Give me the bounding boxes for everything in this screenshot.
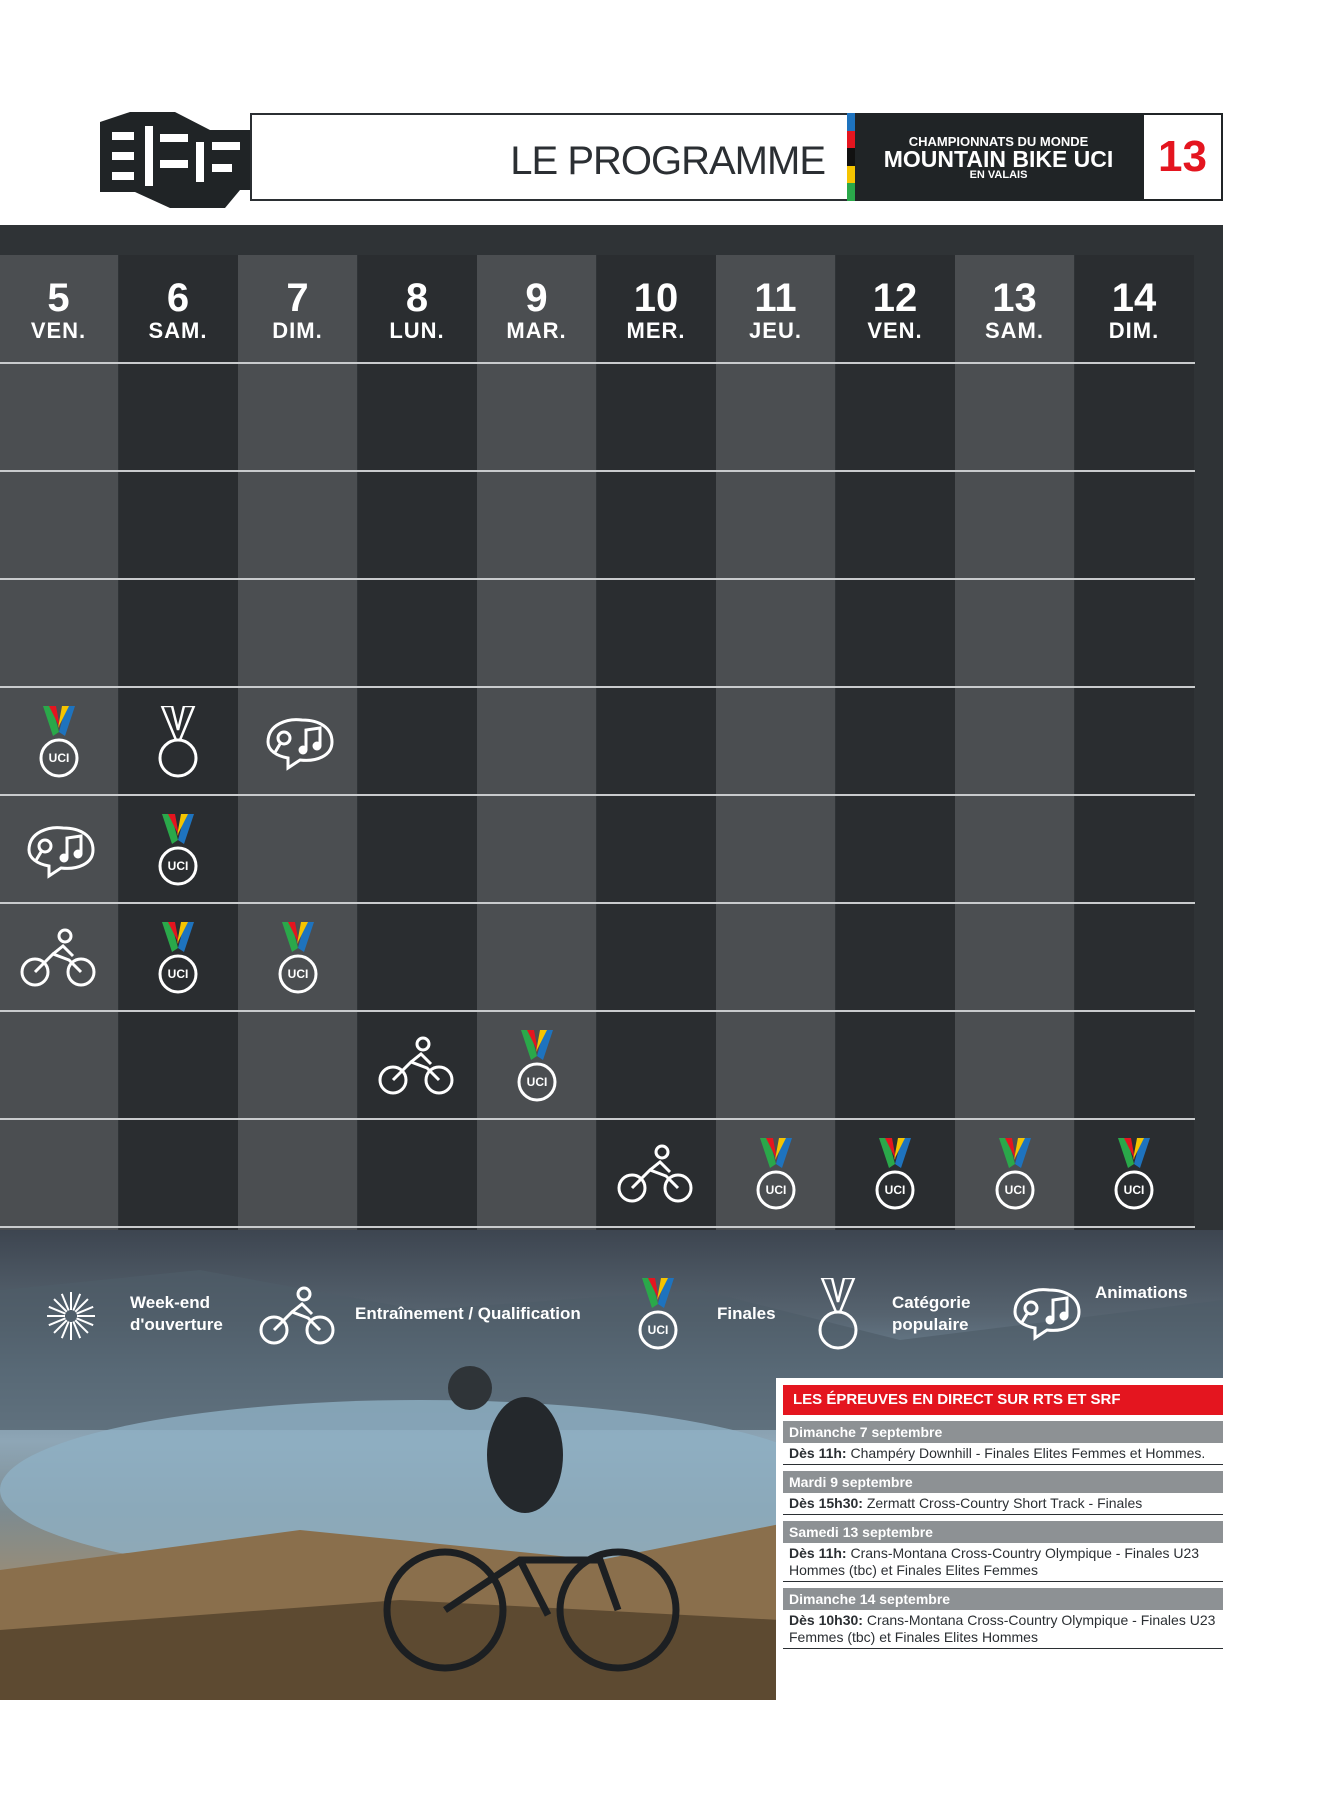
live-time: Dès 10h30: — [789, 1612, 863, 1628]
legend-label-popular: Catégorie populaire — [892, 1293, 971, 1334]
weekday: DIM. — [272, 318, 323, 343]
svg-text:UCI: UCI — [167, 967, 189, 981]
svg-text:UCI: UCI — [1123, 1183, 1145, 1197]
day-header — [238, 278, 357, 344]
day-column — [836, 255, 955, 1230]
stripe-2 — [847, 148, 855, 166]
day-number: 14 — [1111, 276, 1157, 320]
live-day: Samedi 13 septembre — [783, 1521, 1223, 1543]
svg-text:UCI: UCI — [167, 859, 189, 873]
svg-text:UCI: UCI — [765, 1183, 786, 1197]
live-time: Dès 11h: — [789, 1445, 847, 1461]
day-column — [597, 255, 716, 1230]
legend-music-speech-bubble-icon — [1005, 1282, 1085, 1347]
live-time: Dès 15h30: — [789, 1495, 863, 1511]
live-event — [783, 1493, 1223, 1515]
badge-line-2: MOUNTAIN BIKE UCI — [883, 146, 1114, 172]
stripe-1 — [847, 131, 855, 149]
legend-label-training: Entraînement / Qualification — [355, 1304, 581, 1323]
weekday: JEU. — [749, 318, 802, 343]
day-header — [955, 278, 1074, 344]
live-event — [783, 1610, 1223, 1649]
day-column — [1075, 255, 1194, 1230]
row-divider — [0, 362, 1195, 364]
svg-text:UCI: UCI — [48, 751, 69, 765]
uci-finals-medal-icon — [955, 1120, 1074, 1228]
svg-text:UCI: UCI — [647, 1323, 669, 1337]
day-column — [716, 255, 835, 1230]
svg-text:UCI: UCI — [1004, 1183, 1025, 1197]
legend-cyclist-icon — [258, 1286, 338, 1351]
day-header — [477, 278, 596, 344]
uci-finals-medal-icon — [477, 1012, 596, 1120]
svg-text:UCI: UCI — [526, 1075, 547, 1089]
weekday: SAM. — [985, 318, 1044, 343]
day-header — [597, 278, 716, 344]
stripe-0 — [847, 113, 855, 131]
day-header — [358, 278, 477, 344]
uci-finals-medal-icon — [119, 904, 238, 1012]
legend-medal-icon — [818, 1278, 858, 1355]
weekday: SAM. — [148, 318, 208, 343]
legend-uci-finals-medal-icon — [638, 1278, 678, 1355]
day-header — [119, 278, 238, 344]
music-speech-bubble-icon — [0, 796, 118, 904]
day-header — [0, 278, 118, 344]
weekday: DIM. — [1108, 318, 1160, 343]
weekday: VEN. — [30, 318, 87, 343]
uci-finals-medal-icon — [119, 796, 238, 904]
day-number: 9 — [525, 276, 548, 320]
uci-finals-medal-icon — [716, 1120, 835, 1228]
rainbow-stripes — [847, 113, 855, 201]
day-header — [836, 278, 955, 344]
day-number: 13 — [992, 276, 1037, 320]
day-number: 8 — [405, 276, 429, 320]
live-day: Mardi 9 septembre — [783, 1471, 1223, 1493]
weekday: MER. — [626, 318, 686, 343]
day-header — [1075, 278, 1194, 344]
title-box — [250, 113, 847, 201]
row-divider — [0, 578, 1195, 580]
uci-finals-medal-icon — [0, 688, 118, 796]
day-number: 6 — [166, 276, 190, 320]
day-number: 10 — [633, 276, 679, 320]
legend-label-finals: Finales — [717, 1304, 776, 1323]
day-header — [716, 278, 835, 344]
day-number: 11 — [754, 276, 797, 320]
cyclist-icon — [358, 1012, 477, 1120]
day-column — [955, 255, 1074, 1230]
legend-label-animations: Animations — [1095, 1283, 1188, 1302]
live-day: Dimanche 14 septembre — [783, 1588, 1223, 1610]
cyclist-icon — [597, 1120, 716, 1228]
cyclist-icon — [0, 904, 118, 1012]
live-description: Crans-Montana Cross-Country Olympique - Finales U23 Femmes (tbc) et Finales Elites Hommes — [789, 1612, 1216, 1645]
uci-finals-medal-icon — [1075, 1120, 1194, 1228]
championship-badge — [855, 113, 1142, 201]
stripe-3 — [847, 166, 855, 184]
page-number: 13 — [1142, 113, 1223, 201]
row-divider — [0, 470, 1195, 472]
medal-icon — [119, 688, 238, 796]
music-speech-bubble-icon — [238, 688, 357, 796]
live-event — [783, 1443, 1223, 1465]
live-description: Champéry Downhill - Finales Elites Femmes et Hommes. — [846, 1445, 1206, 1461]
legend-fireworks-icon — [36, 1290, 106, 1355]
live-day: Dimanche 7 septembre — [783, 1421, 1223, 1443]
page-title: LE PROGRAMME — [510, 139, 825, 183]
weekday: LUN. — [389, 318, 445, 343]
live-time: Dès 11h: — [789, 1545, 847, 1561]
svg-text:UCI: UCI — [884, 1183, 906, 1197]
uci-finals-medal-icon — [836, 1120, 955, 1228]
badge-line-3: EN VALAIS — [969, 169, 1028, 181]
live-description: Crans-Montana Cross-Country Olympique - Finales U23 Hommes (tbc) et Finales Elites Femmes — [789, 1545, 1200, 1578]
live-heading: LES ÉPREUVES EN DIRECT SUR RTS ET SRF — [783, 1385, 1223, 1415]
stripe-4 — [847, 183, 855, 201]
live-description: Zermatt Cross-Country Short Track - Finales — [862, 1495, 1143, 1511]
svg-text:UCI: UCI — [287, 967, 308, 981]
legend-label-opening: Week-end d'ouverture — [130, 1293, 223, 1334]
day-number: 5 — [47, 276, 70, 320]
live-event — [783, 1543, 1223, 1582]
day-number: 7 — [286, 276, 309, 320]
day-number: 12 — [872, 276, 918, 320]
weekday: VEN. — [867, 318, 923, 343]
weekday: MAR. — [506, 318, 567, 343]
badge-line-1: CHAMPIONNATS DU MONDE — [908, 134, 1089, 149]
live-broadcast-panel — [783, 1385, 1223, 1649]
uci-finals-medal-icon — [238, 904, 357, 1012]
